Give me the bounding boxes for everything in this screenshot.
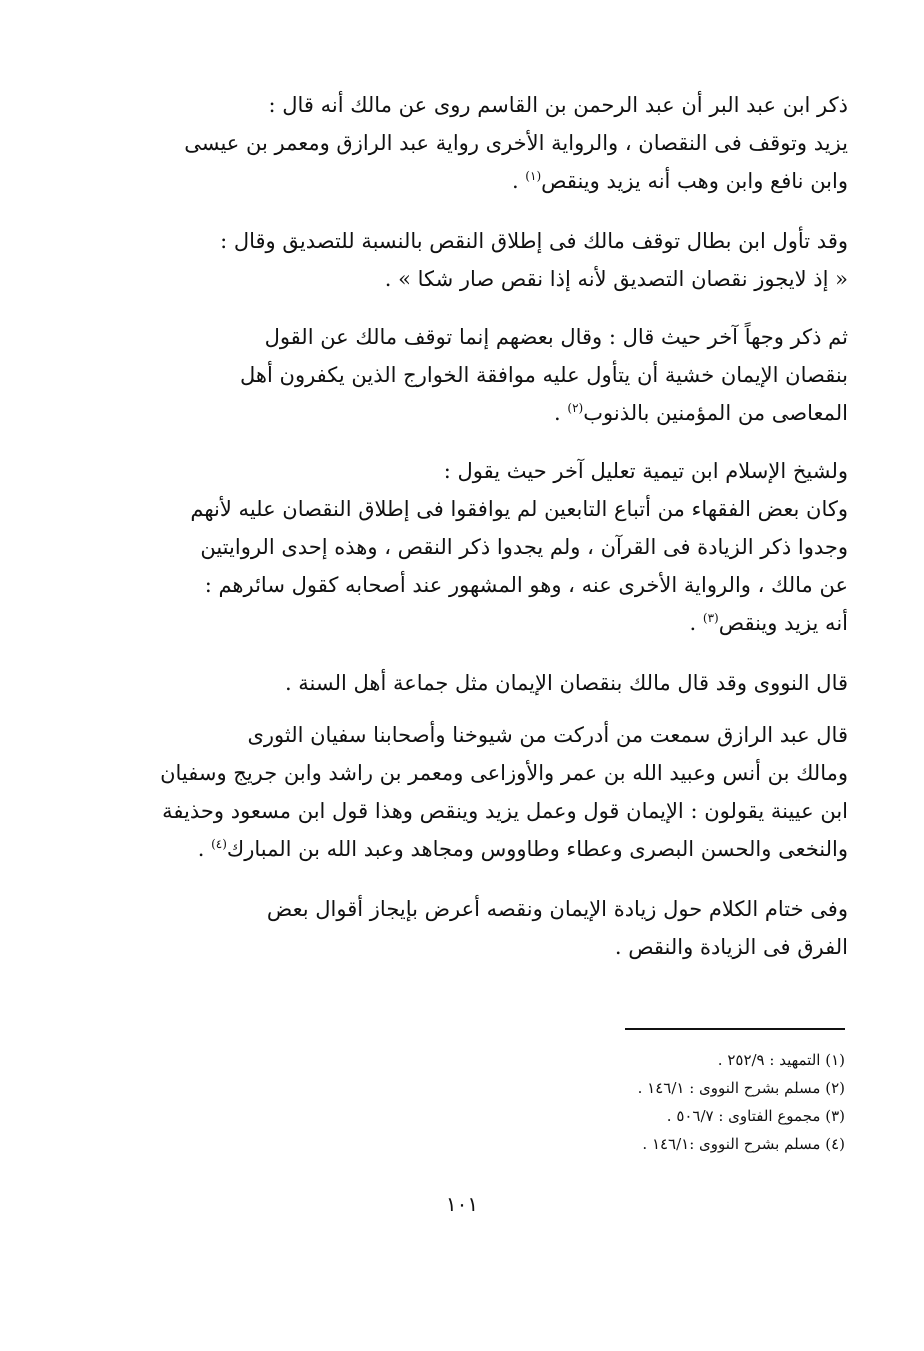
paragraph-end-mark: .: [554, 401, 568, 425]
paragraph-5: [148, 664, 848, 702]
paragraph-line: ولشيخ الإسلام ابن تيمية تعليل آخر حيث يقول :: [443, 459, 848, 483]
paragraph-line: قال النووى وقد قال مالك بنقصان الإيمان مثل جماعة أهل السنة .: [284, 671, 848, 695]
paragraph-line: ابن عيينة يقولون : الإيمان قول وعمل يزيد وينقص وهذا قول ابن مسعود وحذيفة: [162, 799, 848, 823]
paragraph-line: « إذ لايجوز نقصان التصديق لأنه إذا نقص صار شكا » .: [384, 267, 848, 291]
paragraph-line: قال عبد الرازق سمعت من أدركت من شيوخنا وأصحابنا سفيان الثورى: [247, 723, 848, 747]
paragraph-6: [148, 716, 848, 868]
paragraph-line: [148, 830, 848, 868]
footnote-item: (٤) مسلم بشرح النووى :١٤٦/١ .: [642, 1135, 845, 1153]
paragraph-3: [148, 318, 848, 432]
paragraph-line: [148, 604, 848, 642]
paragraph-7: [148, 890, 848, 966]
paragraph-line: وكان بعض الفقهاء من أتباع التابعين لم يوافقوا فى إطلاق النقصان عليه لأنهم: [190, 497, 848, 521]
footnote-ref: (١): [525, 169, 542, 183]
paragraph-line-text: وابن نافع وابن وهب أنه يزيد وينقص: [541, 169, 848, 193]
paragraph-end-mark: .: [197, 837, 212, 861]
paragraph-line: يزيد وتوقف فى النقصان ، والرواية الأخرى رواية عبد الرازق ومعمر بن عيسى: [184, 131, 848, 155]
footnote-item: (٣) مجموع الفتاوى : ٥٠٦/٧ .: [666, 1107, 845, 1125]
paragraph-line: عن مالك ، والرواية الأخرى عنه ، وهو المشهور عند أصحابه كقول سائرهم :: [204, 573, 848, 597]
paragraph-end-mark: .: [689, 611, 703, 635]
footnote-item: (١) التمهيد : ٢٥٢/٩ .: [717, 1051, 845, 1069]
paragraph-line-text: المعاصى من المؤمنين بالذنوب: [583, 401, 848, 425]
paragraph-line: ثم ذكر وجهاً آخر حيث قال : وقال بعضهم إنما توقف مالك عن القول: [264, 325, 848, 349]
page-number: ١٠١: [445, 1192, 479, 1216]
paragraph-end-mark: .: [511, 169, 526, 193]
footnotes: [500, 1046, 845, 1158]
paragraph-line: وقد تأول ابن بطال توقف مالك فى إطلاق النقص بالنسبة للتصديق وقال :: [220, 229, 848, 253]
paragraph-line-text: أنه يزيد وينقص: [718, 611, 848, 635]
footnote-ref: (٣): [702, 611, 719, 625]
paragraph-line: وفى ختام الكلام حول زيادة الإيمان ونقصه أعرض بإيجاز أقوال بعض: [266, 897, 848, 921]
paragraph-line: الفرق فى الزيادة والنقص .: [614, 935, 848, 959]
footnote-ref: (٤): [211, 837, 227, 851]
footnote-divider: [625, 1028, 845, 1030]
paragraph-line: [148, 394, 848, 432]
paragraph-1: [148, 86, 848, 200]
paragraph-line: ومالك بن أنس وعبيد الله بن عمر والأوزاعى ومعمر بن راشد وابن جريج وسفيان: [160, 761, 848, 785]
paragraph-line: [148, 162, 848, 200]
paragraph-line-text: والنخعى والحسن البصرى وعطاء وطاووس ومجاهد وعبد الله بن المبارك: [226, 837, 848, 861]
paragraph-line: ذكر ابن عبد البر أن عبد الرحمن بن القاسم روى عن مالك أنه قال :: [268, 93, 848, 117]
paragraph-2: [148, 222, 848, 298]
paragraph-4: [148, 452, 848, 642]
paragraph-line: بنقصان الإيمان خشية أن يتأول عليه موافقة الخوارج الذين يكفرون أهل: [240, 363, 848, 387]
footnote-ref: (٢): [567, 401, 584, 415]
footnote-item: (٢) مسلم بشرح النووى : ١٤٦/١ .: [637, 1079, 845, 1097]
paragraph-line: وجدوا ذكر الزيادة فى القرآن ، ولم يجدوا ذكر النقص ، وهذه إحدى الروايتين: [200, 535, 848, 559]
